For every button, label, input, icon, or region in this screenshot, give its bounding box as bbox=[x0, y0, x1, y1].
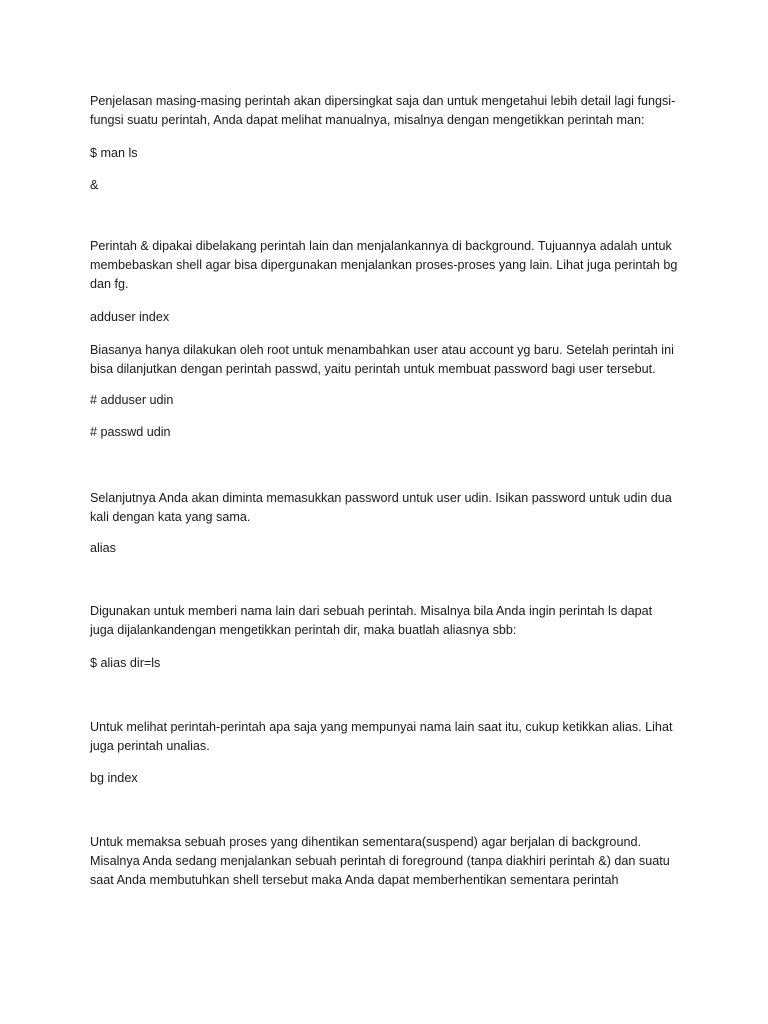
command-example: $ man ls bbox=[90, 146, 138, 160]
paragraph-line: Misalnya Anda sedang menjalankan sebuah perintah di foreground (tanpa diakhiri perintah &) dan suatu bbox=[90, 854, 670, 868]
command-heading: adduser index bbox=[90, 310, 170, 324]
command-heading: & bbox=[90, 178, 99, 192]
paragraph-line: membebaskan shell agar bisa dipergunakan menjalankan proses-proses yang lain. Lihat juga perintah bg bbox=[90, 258, 678, 272]
command-example: # adduser udin bbox=[90, 393, 174, 407]
paragraph-line: Selanjutnya Anda akan diminta memasukkan password untuk user udin. Isikan password untuk udin dua bbox=[90, 491, 672, 505]
paragraph-line: fungsi suatu perintah, Anda dapat melihat manualnya, misalnya dengan mengetikkan perintah man: bbox=[90, 113, 645, 127]
paragraph-line: Digunakan untuk memberi nama lain dari sebuah perintah. Misalnya bila Anda ingin perintah ls dapat bbox=[90, 604, 653, 618]
paragraph-line: Untuk memaksa sebuah proses yang dihentikan sementara(suspend) agar berjalan di background. bbox=[90, 835, 641, 849]
command-example: # passwd udin bbox=[90, 425, 171, 439]
command-heading: alias bbox=[90, 541, 116, 555]
paragraph-line: Perintah & dipakai dibelakang perintah lain dan menjalankannya di background. Tujuannya adalah untuk bbox=[90, 239, 672, 253]
paragraph-line: dan fg. bbox=[90, 277, 129, 291]
paragraph-line: juga perintah unalias. bbox=[90, 739, 210, 753]
paragraph-line: Biasanya hanya dilakukan oleh root untuk menambahkan user atau account yg baru. Setelah perintah ini bbox=[90, 343, 674, 357]
paragraph-line: Untuk melihat perintah-perintah apa saja yang mempunyai nama lain saat itu, cukup ketikkan alias. Lihat bbox=[90, 720, 673, 734]
paragraph-line: Penjelasan masing-masing perintah akan dipersingkat saja dan untuk mengetahui lebih detail lagi fungsi- bbox=[90, 94, 676, 108]
paragraph-line: kali dengan kata yang sama. bbox=[90, 510, 251, 524]
paragraph-line: saat Anda membutuhkan shell tersebut maka Anda dapat memberhentikan sementara perintah bbox=[90, 873, 619, 887]
paragraph-line: bisa dilanjutkan dengan perintah passwd, yaitu perintah untuk membuat password bagi user tersebut. bbox=[90, 362, 656, 376]
paragraph-line: juga dijalankandengan mengetikkan perintah dir, maka buatlah aliasnya sbb: bbox=[90, 623, 517, 637]
command-heading: bg index bbox=[90, 771, 138, 785]
command-example: $ alias dir=ls bbox=[90, 656, 161, 670]
